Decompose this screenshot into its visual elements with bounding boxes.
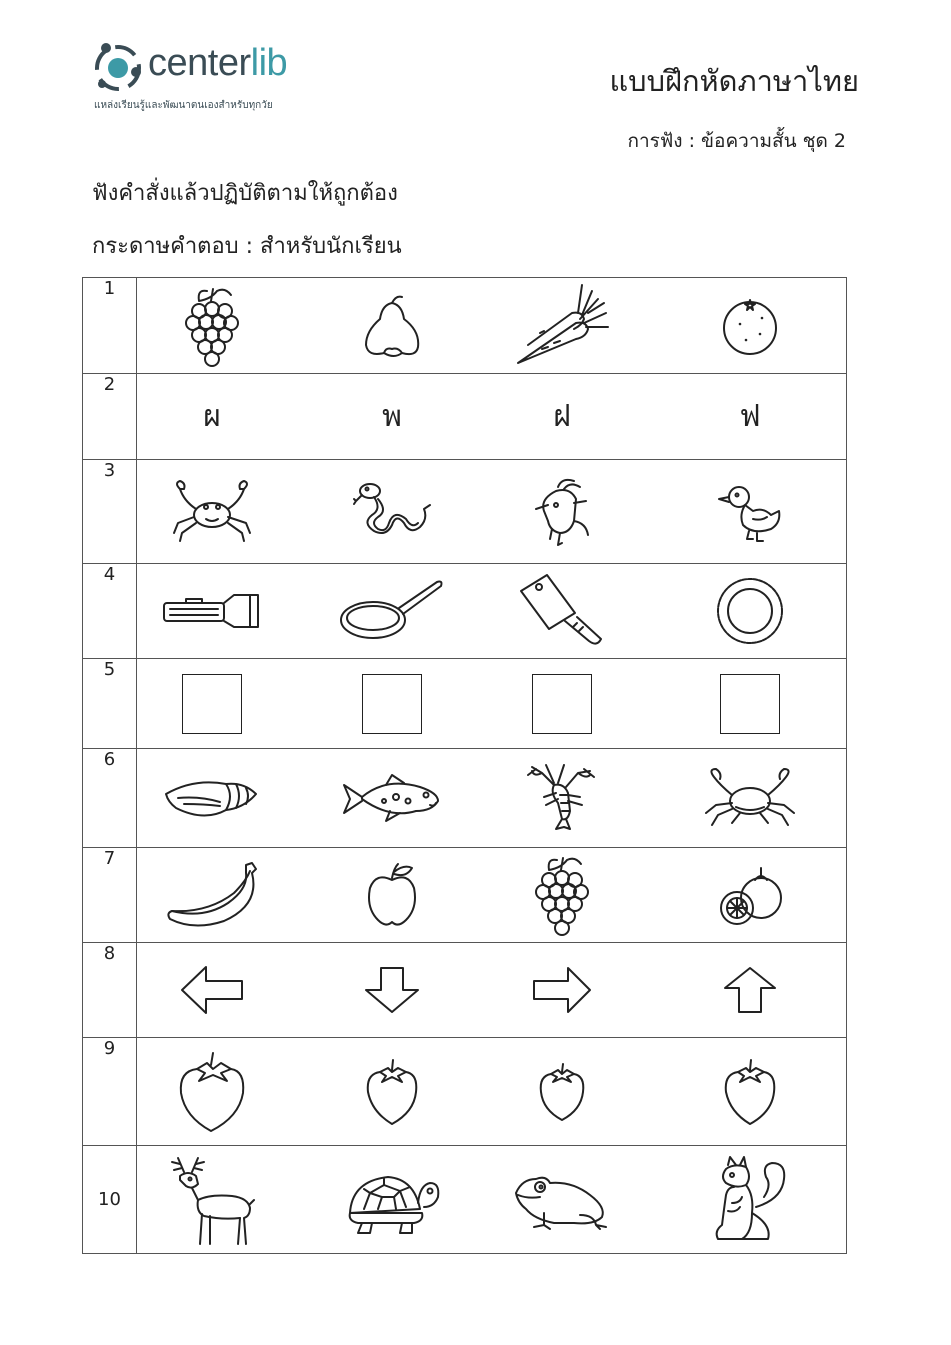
row-number: 9 xyxy=(83,1038,137,1146)
strawberry-large-picture[interactable] xyxy=(147,1038,277,1145)
letter-choice: ผ xyxy=(203,399,221,434)
arrow-down-icon[interactable] xyxy=(327,943,457,1037)
grapes-picture[interactable] xyxy=(497,848,627,942)
table-row xyxy=(83,564,847,659)
letter-choice: ฝ xyxy=(553,399,571,434)
grapes-picture[interactable] xyxy=(147,278,277,373)
banana-picture[interactable] xyxy=(147,848,277,942)
flashlight-picture[interactable] xyxy=(147,564,277,658)
crab-picture[interactable] xyxy=(685,749,815,847)
carrots-picture[interactable] xyxy=(497,278,627,373)
arrow-up-icon[interactable] xyxy=(685,943,815,1037)
logo-wordmark xyxy=(148,44,287,82)
frying-pan-picture[interactable] xyxy=(327,564,457,658)
arrow-right-icon[interactable] xyxy=(497,943,627,1037)
table-row xyxy=(83,1146,847,1254)
goat-picture[interactable] xyxy=(497,460,627,563)
fish-picture[interactable] xyxy=(327,749,457,847)
table-row xyxy=(83,749,847,848)
crab-picture[interactable] xyxy=(147,460,277,563)
logo-molecule-icon xyxy=(92,42,144,94)
row-number: 10 xyxy=(83,1146,137,1254)
row-number: 7 xyxy=(83,848,137,943)
strawberry-medium-picture[interactable] xyxy=(327,1038,457,1145)
instruction-text: ฟังคำสั่งแล้วปฏิบัติตามให้ถูกต้อง xyxy=(92,181,398,206)
plate-picture[interactable] xyxy=(685,564,815,658)
table-row xyxy=(83,659,847,749)
row-number: 8 xyxy=(83,943,137,1038)
strawberry-small-picture[interactable] xyxy=(497,1038,627,1145)
mangosteen-picture[interactable] xyxy=(685,848,815,942)
apple-picture[interactable] xyxy=(327,848,457,942)
shell-picture[interactable] xyxy=(147,749,277,847)
turtle-picture[interactable] xyxy=(327,1146,457,1253)
answer-table xyxy=(82,277,847,1254)
strawberry-medium-picture[interactable] xyxy=(685,1038,815,1145)
table-row xyxy=(83,1038,847,1146)
answer-box[interactable] xyxy=(362,674,422,734)
lobster-picture[interactable] xyxy=(497,749,627,847)
row-number: 5 xyxy=(83,659,137,749)
logo-text-accent: lib xyxy=(250,42,288,84)
row-number: 6 xyxy=(83,749,137,848)
answer-box[interactable] xyxy=(720,674,780,734)
logo-tagline: แหล่งเรียนรู้และพัฒนาตนเองสำหรับทุกวัย xyxy=(94,100,273,111)
squirrel-picture[interactable] xyxy=(685,1146,815,1253)
table-row xyxy=(83,460,847,564)
rose-apple-picture[interactable] xyxy=(327,278,457,373)
frog-picture[interactable] xyxy=(497,1146,627,1253)
answer-box[interactable] xyxy=(182,674,242,734)
row-number: 2 xyxy=(83,374,137,460)
letter-choice: ฟ xyxy=(739,399,761,434)
table-row xyxy=(83,374,847,460)
page-title: แบบฝึกหัดภาษาไทย xyxy=(609,64,859,98)
row-number: 4 xyxy=(83,564,137,659)
duck-picture[interactable] xyxy=(685,460,815,563)
snake-picture[interactable] xyxy=(327,460,457,563)
page-subtitle: การฟัง : ข้อความสั้น ชุด 2 xyxy=(627,130,846,152)
row-number: 1 xyxy=(83,278,137,374)
cleaver-picture[interactable] xyxy=(497,564,627,658)
arrow-left-icon[interactable] xyxy=(147,943,277,1037)
answer-sheet-label: กระดาษคำตอบ : สำหรับนักเรียน xyxy=(92,234,402,259)
answer-box[interactable] xyxy=(532,674,592,734)
table-row xyxy=(83,943,847,1038)
table-row xyxy=(83,848,847,943)
deer-picture[interactable] xyxy=(147,1146,277,1253)
letter-choice: พ xyxy=(382,399,402,434)
orange-picture[interactable] xyxy=(685,278,815,373)
row-number: 3 xyxy=(83,460,137,564)
logo-text-dark: center xyxy=(148,42,251,84)
table-row xyxy=(83,278,847,374)
